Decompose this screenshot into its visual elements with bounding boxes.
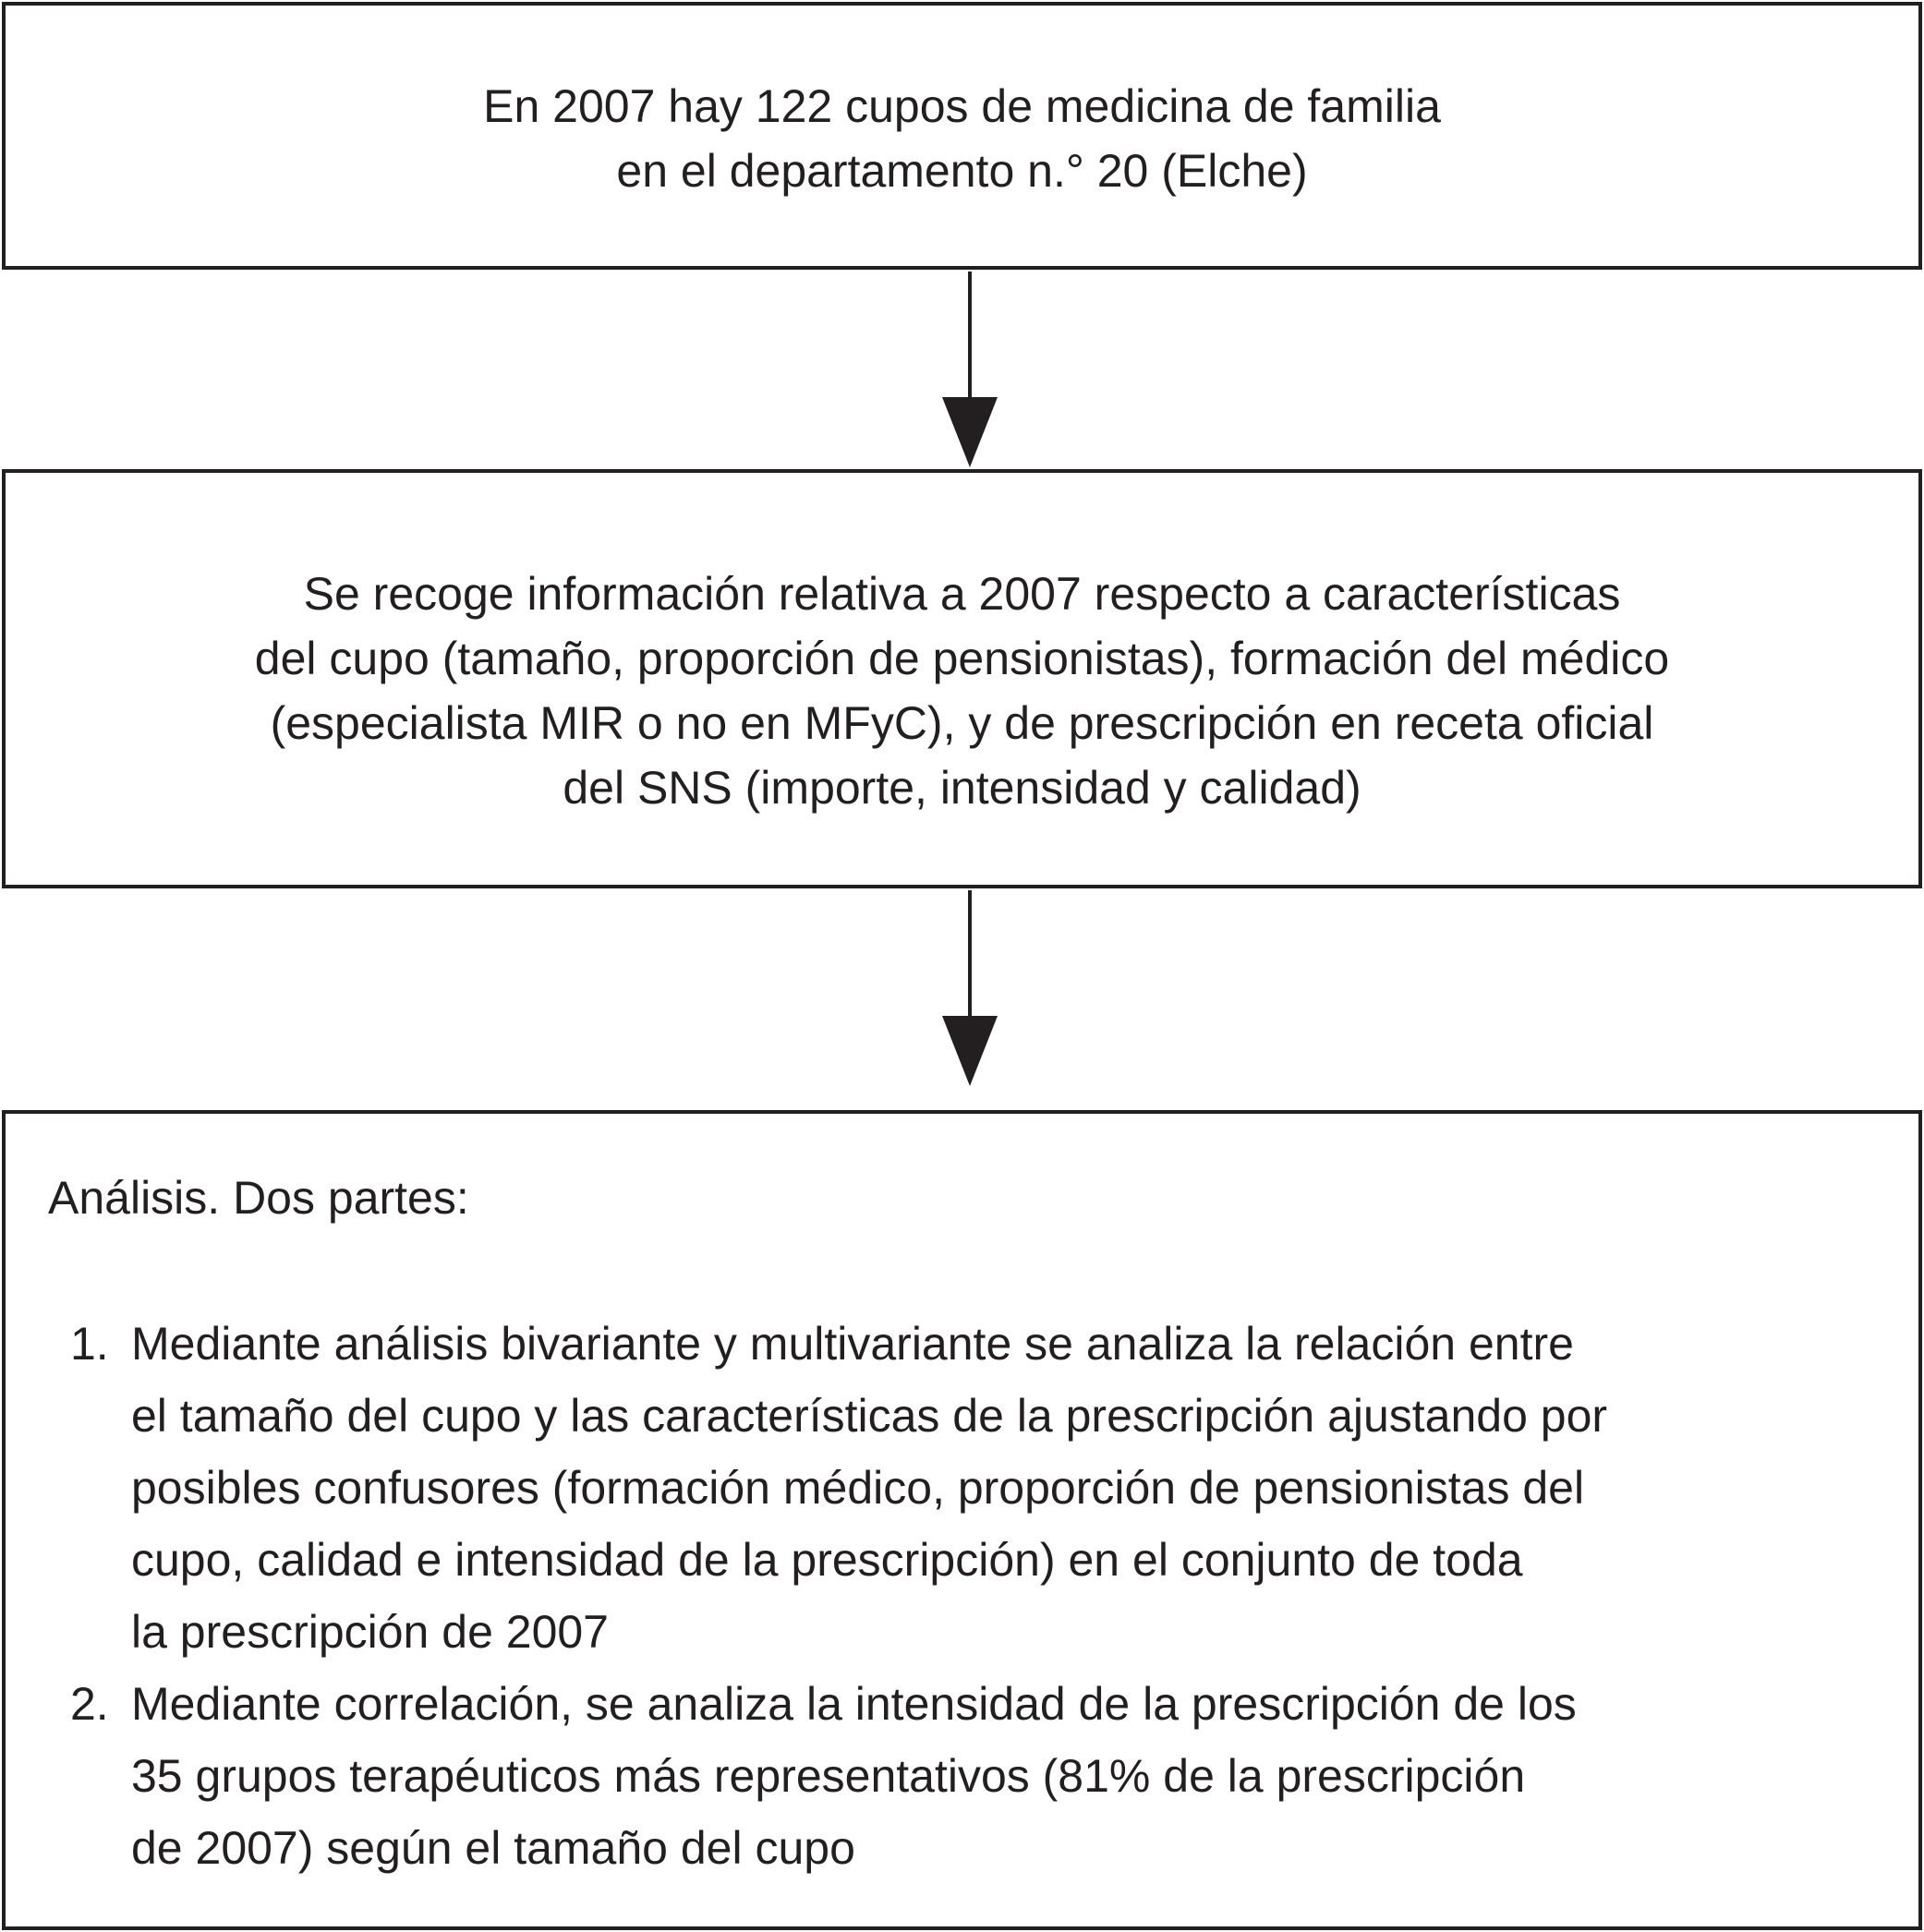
analysis-item-2-number: 2.: [70, 1678, 109, 1730]
step-2-line: Se recoge información relativa a 2007 respecto a características: [303, 568, 1621, 620]
step-1-line: en el departamento n.° 20 (Elche): [616, 145, 1308, 197]
analysis-item-2-line: de 2007) según el tamaño del cupo: [131, 1822, 855, 1874]
step-box-2: [2, 469, 1922, 888]
analysis-item-1-line: la prescripción de 2007: [131, 1606, 609, 1658]
step-2-line: del SNS (importe, intensidad y calidad): [563, 762, 1361, 814]
analysis-item-1-line: posibles confusores (formación médico, proporción de pensionistas del: [131, 1462, 1585, 1514]
step-2-text: [6, 561, 1918, 820]
arrow-1: [942, 272, 998, 467]
arrow-2: [942, 890, 998, 1086]
analysis-item-1-number: 1.: [70, 1318, 109, 1370]
analysis-item-1-line: el tamaño del cupo y las características de la prescripción ajustando por: [131, 1390, 1608, 1442]
step-1-line: En 2007 hay 122 cupos de medicina de familia: [483, 80, 1441, 132]
analysis-item-1: [6, 1308, 1607, 1668]
analysis-item-2-line: 35 grupos terapéuticos más representativos (81% de la prescripción: [131, 1750, 1526, 1802]
analysis-item-2-line: Mediante correlación, se analiza la intensidad de la prescripción de los: [131, 1678, 1577, 1730]
analysis-heading: Análisis. Dos partes:: [48, 1172, 469, 1224]
step-2-line: del cupo (tamaño, proporción de pensionistas), formación del médico: [254, 633, 1670, 684]
analysis-item-2: [6, 1668, 1607, 1884]
analysis-item-1-line: cupo, calidad e intensidad de la prescripción) en el conjunto de toda: [131, 1534, 1523, 1586]
analysis-list: [6, 1308, 1607, 1884]
arrow-2-head: [942, 1016, 998, 1086]
analysis-item-1-line: Mediante análisis bivariante y multivariante se analiza la relación entre: [131, 1318, 1574, 1370]
arrow-1-head: [942, 397, 998, 467]
step-2-line: (especialista MIR o no en MFyC), y de prescripción en receta oficial: [270, 697, 1654, 749]
step-box-3: [2, 1110, 1922, 1930]
